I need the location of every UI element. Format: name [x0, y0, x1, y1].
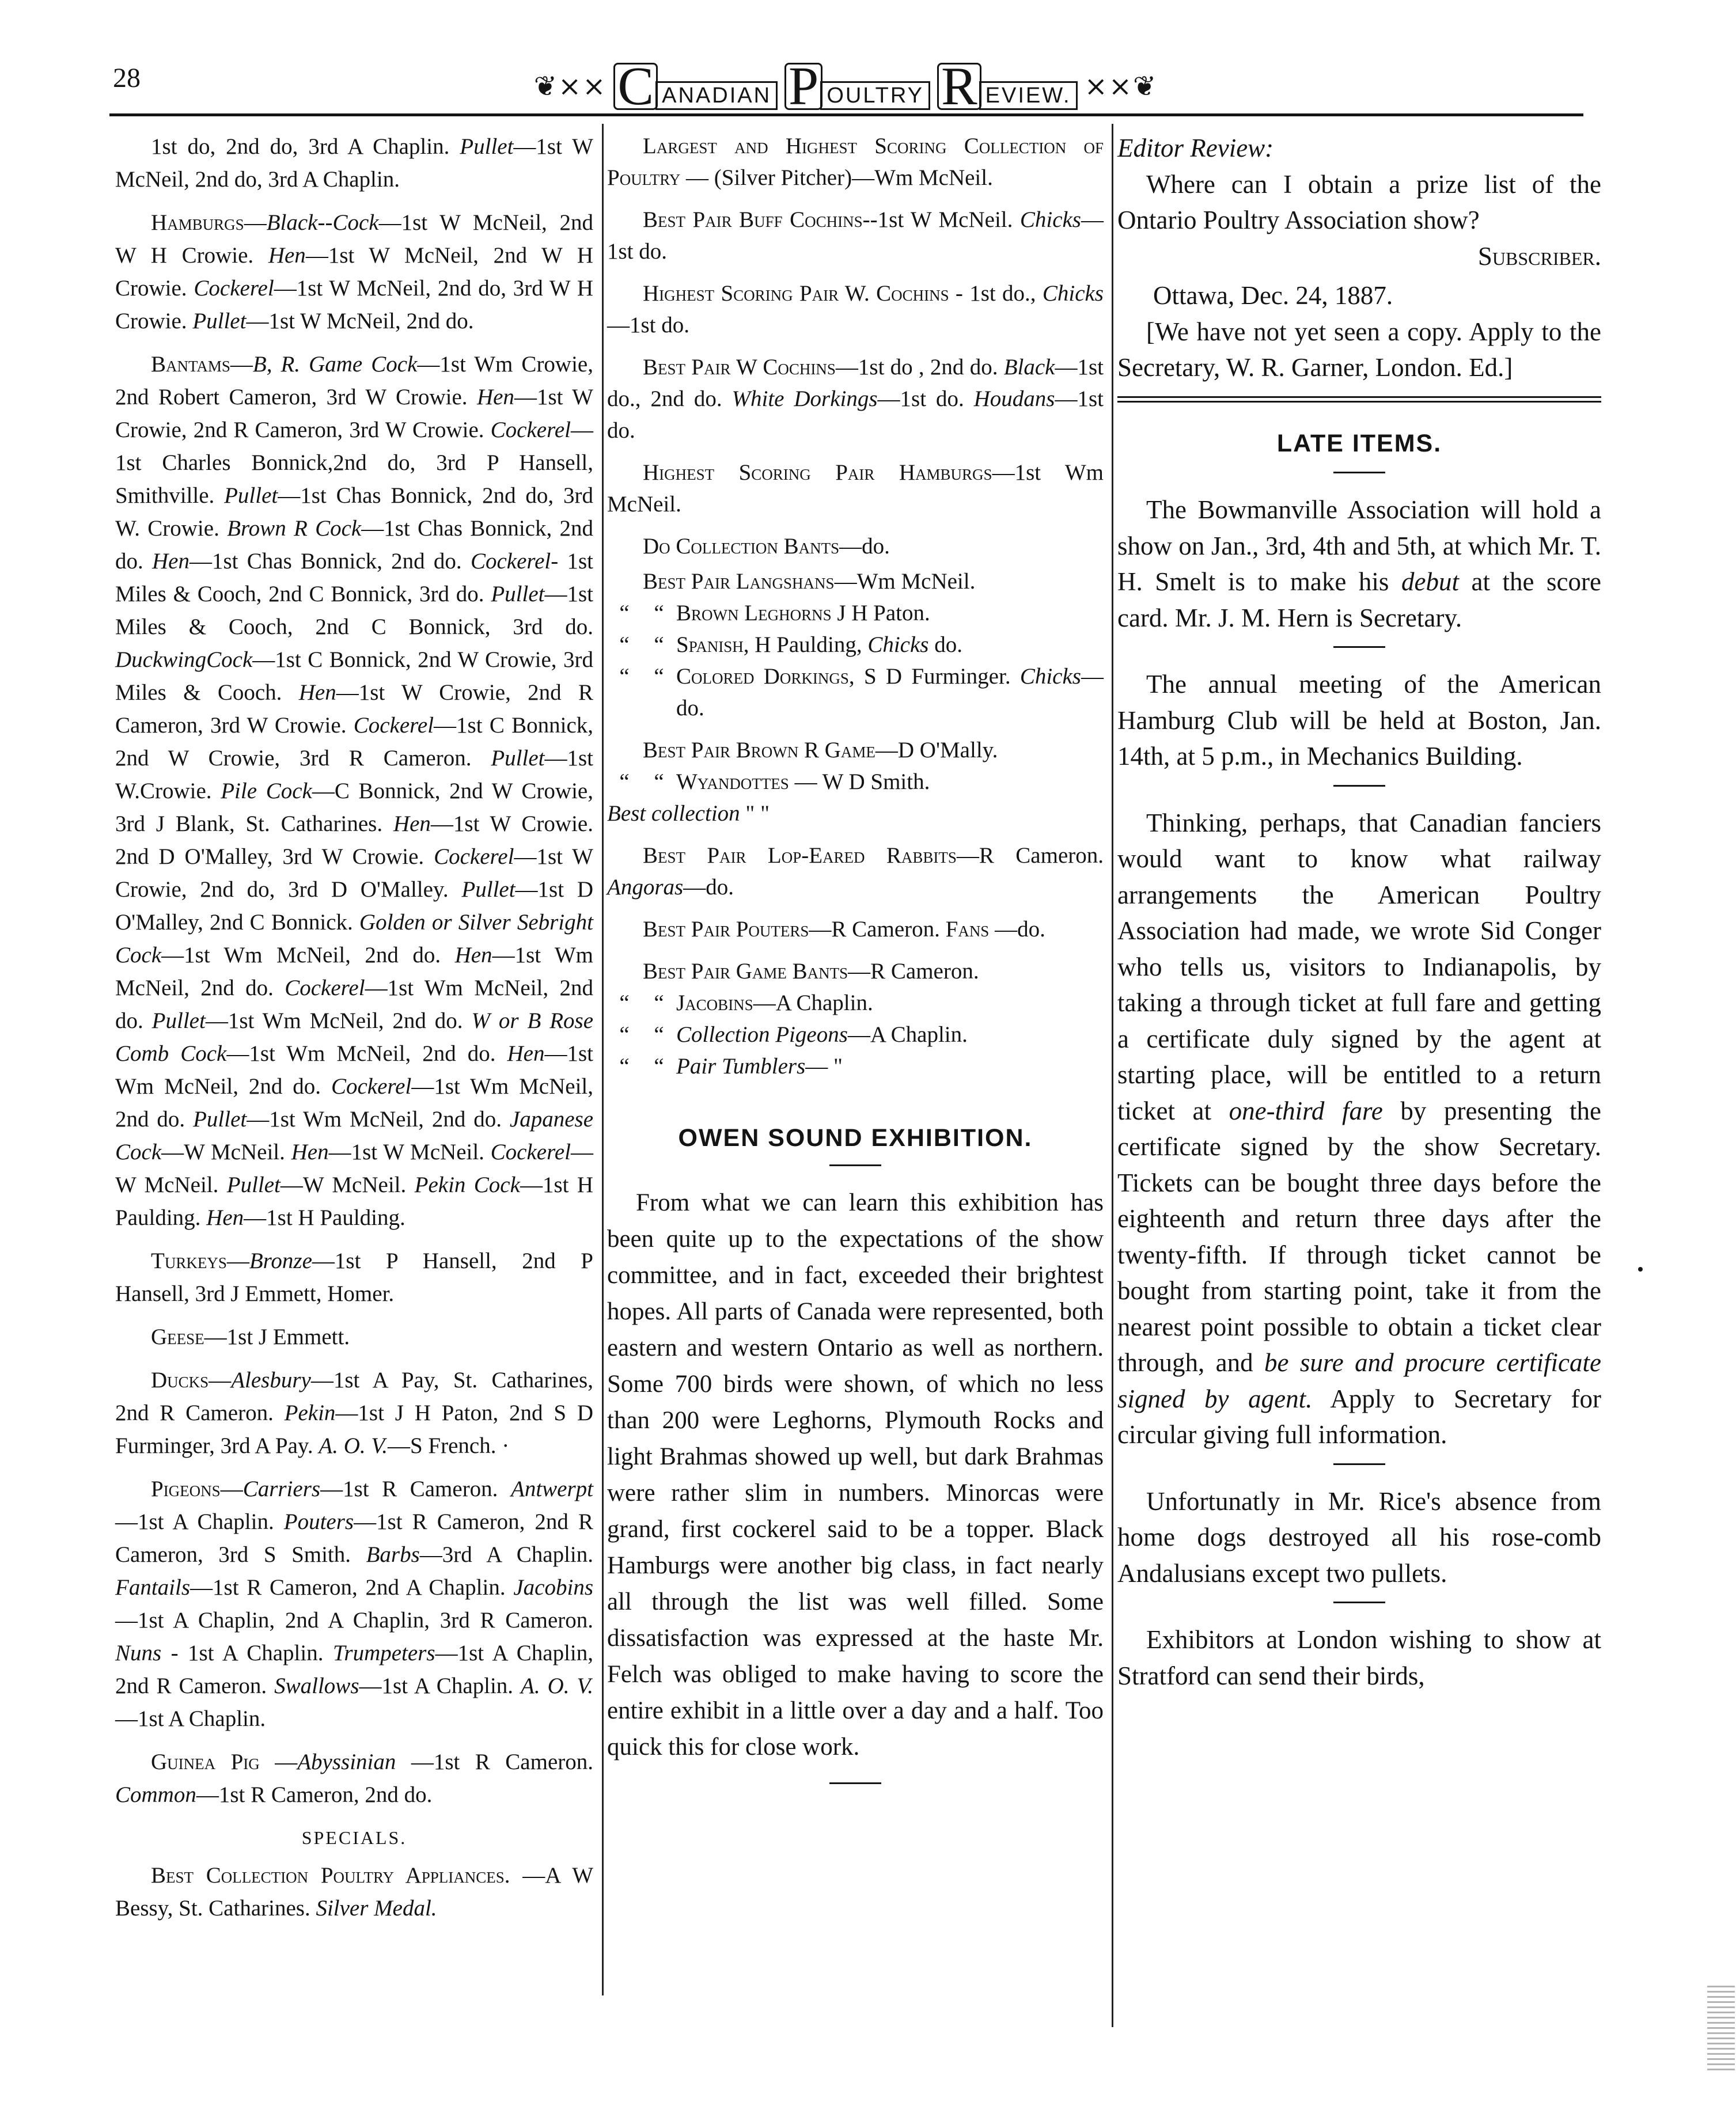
section-divider	[1333, 1463, 1385, 1465]
italic-text: Collection Pigeons	[676, 1022, 848, 1047]
italic-text: Cockerel	[470, 549, 551, 574]
text-run: - 1st do.,	[949, 281, 1043, 306]
special-paragraph	[607, 204, 1104, 267]
italic-text: Pile Cock	[221, 779, 312, 803]
ditto-row	[607, 766, 1104, 798]
italic-text: A. O. V.	[521, 1674, 593, 1698]
text-run: —S French. ·	[387, 1433, 510, 1458]
italic-text: Hen	[268, 243, 306, 268]
masthead	[533, 56, 1158, 116]
italic-text: Hen	[152, 549, 189, 574]
letter-signature: Subscriber.	[1477, 241, 1601, 271]
text-run: - 1st A Chaplin.	[161, 1641, 333, 1665]
italic-text: Cockerel	[331, 1074, 412, 1099]
text-run: —	[259, 1750, 298, 1774]
text-run: — (Silver Pitcher)—Wm McNeil.	[680, 165, 993, 190]
text-run: —1st do.	[607, 313, 690, 337]
text-run: —1st R Cameron, 2nd R Cameron, 3rd S Smith.	[115, 1509, 593, 1567]
italic-text: Chicks	[867, 632, 929, 657]
italic-text: Pair Tumblers	[676, 1054, 806, 1079]
ditto-mark: “	[654, 991, 664, 1015]
section-divider	[1333, 1602, 1385, 1603]
text-run: —1st W.Crowie.	[115, 746, 593, 803]
text-run: —1st J Emmett.	[204, 1325, 350, 1349]
editor-reply: [We have not yet seen a copy. Apply to the Secretary, W. R. Garner, London. Ed.]	[1117, 317, 1601, 382]
text-run: —1st A Pay, St. Catharines, 2nd R Cameron.	[115, 1368, 593, 1425]
ditto-mark: “	[654, 632, 664, 657]
small-caps-text: Best Pair W Cochins	[643, 355, 836, 380]
text-run: —1st Wm McNeil.	[607, 460, 1104, 517]
text-run: —1st C Bonnick, 2nd W Crowie, 3rd R Cameron.	[115, 713, 594, 771]
italic-text: Black--Cock	[266, 210, 379, 235]
text-run: —A Chaplin.	[847, 1022, 968, 1047]
ditto-row	[607, 987, 1104, 1019]
italic-text: Hen	[454, 943, 492, 967]
text-run: --1st W McNeil.	[862, 207, 1020, 232]
special-paragraph	[607, 351, 1104, 446]
small-caps-text: Fans	[945, 917, 990, 942]
ditto-mark: “	[619, 991, 630, 1015]
small-caps-text: Largest and Highest Scoring Collection of Poultry	[607, 134, 1104, 190]
ditto-row	[607, 597, 1104, 629]
italic-text: Hen	[476, 385, 514, 409]
prize-paragraph-bantams	[115, 348, 593, 1234]
text-run: —	[244, 210, 267, 235]
special-paragraph	[607, 457, 1104, 520]
prize-paragraph-turkeys	[115, 1244, 593, 1310]
text-run: —1st W McNeil, 2nd W H Crowie.	[115, 243, 593, 301]
italic-text: Pullet	[193, 1107, 247, 1132]
ditto-mark: “	[654, 1054, 664, 1079]
text-run: —1st W McNeil, 2nd do, 3rd W H Crowie.	[115, 276, 593, 333]
small-caps-text: Brown Leghorns	[676, 601, 832, 625]
late-items-heading: LATE ITEMS.	[1276, 429, 1442, 457]
text-run: —1st W McNeil, 2nd do, 3rd A Chaplin.	[115, 134, 593, 192]
italic-text: Pouters	[283, 1509, 354, 1534]
italic-text: Hen	[206, 1205, 244, 1230]
text-run: at the score card. Mr. J. M. Hern is Secretary.	[1117, 567, 1601, 632]
prize-paragraph-appliances	[115, 1859, 593, 1925]
masthead-capital: R	[937, 63, 981, 110]
text-run: —do.	[989, 917, 1045, 942]
text-run: —1st D O'Malley, 2nd C Bonnick.	[115, 877, 593, 935]
ditto-row-text	[676, 987, 1104, 1019]
prize-paragraph-pigeons	[115, 1473, 593, 1735]
text-run: —1st P Hansell, 2nd P Hansell, 3rd J Emmett, Homer.	[115, 1249, 593, 1306]
text-run: —1st A Chaplin.	[115, 1509, 284, 1534]
text-run: —1st Wm McNeil, 2nd do.	[115, 943, 593, 1000]
text-run: —1st Chas Bonnick, 2nd do.	[115, 516, 593, 574]
ditto-row	[607, 661, 1104, 724]
italic-text: White Dorkings	[731, 386, 878, 411]
text-run: —1st Wm McNeil, 2nd do.	[115, 1041, 593, 1099]
ditto-mark: “	[619, 601, 630, 625]
small-caps-text: Do Collection Bants	[643, 534, 840, 559]
text-run: —	[226, 1249, 249, 1273]
prize-paragraph-ducks	[115, 1364, 593, 1462]
text-run: —1st W Crowie, 2nd R Cameron, 3rd W Crowie.	[115, 385, 593, 442]
text-run: —Wm McNeil.	[834, 569, 976, 594]
section-divider	[1333, 785, 1385, 787]
text-run: —1st A Chaplin.	[115, 1706, 266, 1731]
text-run: —1st R Cameron, 2nd do.	[196, 1782, 433, 1807]
prize-paragraph	[115, 130, 593, 196]
ditto-mark: “	[619, 632, 630, 657]
italic-text: Jacobins	[513, 1575, 593, 1600]
text-run: Apply to Secretary for circular giving full information.	[1117, 1384, 1601, 1449]
italic-text: DuckwingCock	[115, 647, 253, 672]
italic-text: Nuns	[115, 1641, 162, 1665]
text-run: —W McNeil.	[115, 1140, 593, 1197]
right-ornament: ⨯⨯❦	[1084, 71, 1158, 102]
italic-text: Angoras	[607, 875, 684, 900]
late-item-hamburg-club	[1117, 666, 1601, 775]
text-run: —1st Wm McNeil, 2nd do.	[115, 1074, 593, 1132]
ditto-row-text	[676, 661, 1104, 724]
italic-text: Hen	[393, 811, 431, 836]
italic-text: Cockerel	[285, 976, 365, 1000]
text-run: —A W Bessy, St. Catharines.	[115, 1863, 593, 1921]
small-caps-text: Wyandottes	[676, 769, 789, 794]
text-run: —1st W McNeil, 2nd W H Crowie.	[115, 210, 593, 268]
text-run: —1st H Paulding.	[115, 1173, 593, 1230]
text-run: —1st do.	[607, 386, 1104, 443]
text-run: 1st do, 2nd do, 3rd A Chaplin.	[151, 134, 460, 159]
column-prize-list	[115, 130, 593, 1935]
text-run: —1st W McNeil, 2nd do.	[246, 309, 474, 333]
text-run: —1st H Paulding.	[244, 1205, 405, 1230]
text-run: —1st Wm McNeil, 2nd do.	[205, 1008, 472, 1033]
ditto-mark: “	[654, 664, 664, 689]
italic-text: B, R. Game Cock	[252, 352, 418, 377]
prize-paragraph-hamburgs	[115, 206, 593, 337]
text-run: do.	[928, 632, 962, 657]
small-caps-text: Highest Scoring Pair W. Cochins	[643, 281, 949, 306]
text-run: —1st W McNeil.	[328, 1140, 491, 1164]
ditto-mark: “	[619, 769, 630, 794]
text-run: - 1st Miles & Cooch, 2nd C Bonnick, 3rd do.	[115, 549, 594, 606]
italic-text: Black	[1003, 355, 1055, 380]
text-run: —R Cameron.	[848, 959, 979, 984]
italic-text: Chicks	[1019, 664, 1081, 689]
text-run: —1st Charles Bonnick,2nd do, 3rd P Hansell, Smithville.	[115, 418, 593, 508]
text-run: —C Bonnick, 2nd W Crowie, 3rd J Blank, St. Catharines.	[115, 779, 593, 836]
special-paragraph	[607, 840, 1104, 903]
text-run: —1st J H Paton, 2nd S D Furminger, 3rd A Pay.	[115, 1401, 594, 1458]
section-divider	[829, 1164, 881, 1166]
small-caps-text: Highest Scoring Pair Hamburgs	[643, 460, 992, 485]
italic-text: Pullet	[224, 483, 278, 508]
italic-text: A. O. V.	[319, 1433, 388, 1458]
prize-paragraph-guinea-pig	[115, 1746, 593, 1811]
small-caps-text: Jacobins	[676, 991, 753, 1015]
text-run: —1st do.	[877, 386, 974, 411]
small-caps-text: Bantams	[151, 352, 230, 377]
letter-salutation: Editor Review:	[1117, 134, 1274, 162]
text-run: —do.	[839, 534, 890, 559]
ditto-row-text	[676, 766, 1104, 798]
text-run: —W McNeil.	[161, 1140, 291, 1164]
special-paragraph	[607, 955, 1104, 987]
specials-heading: SPECIALS.	[301, 1827, 407, 1848]
late-item-andalusians	[1117, 1483, 1601, 1592]
text-run: The Bowmanville Association will hold a show on Jan., 3rd, 4th and 5th, at which Mr. T. H. Smelt is to make his	[1117, 495, 1601, 596]
ditto-row-text	[676, 597, 1104, 629]
text-run: —1st A Chaplin.	[359, 1674, 521, 1698]
small-caps-text: Colored Dorkings,	[676, 664, 855, 689]
column-late-items	[1114, 130, 1601, 1704]
column-specials	[599, 130, 1104, 1803]
italic-text: Silver Medal.	[316, 1896, 437, 1921]
double-rule	[1117, 396, 1601, 403]
text-run: —1st W Crowie, 2nd R Cameron, 3rd W Crowie.	[115, 680, 593, 738]
small-caps-text: Ducks	[151, 1368, 209, 1393]
italic-text: Golden or Silver Sebright Cock	[115, 910, 593, 967]
text-run: S D Furminger.	[854, 664, 1020, 689]
margin-dot	[1638, 1267, 1643, 1272]
text-run: —1st Chas Bonnick, 2nd do, 3rd W. Crowie.	[115, 483, 593, 541]
text-run: —1st do., 2nd do.	[607, 355, 1104, 411]
italic-text: Trumpeters	[332, 1641, 435, 1665]
italic-text: Bronze	[249, 1249, 312, 1273]
ditto-row-text	[676, 1019, 1104, 1050]
text-run: Exhibitors at London wishing to show at Stratford can send their birds,	[1117, 1625, 1601, 1690]
text-run: —1st R Cameron.	[320, 1477, 511, 1501]
letter-place-date: Ottawa, Dec. 24, 1887.	[1153, 281, 1393, 310]
special-paragraph	[607, 913, 1104, 945]
text-run: by presenting the certificate signed by the show Secretary. Tickets can be bought three days before the eighteenth and return three days after the twenty-fifth. If through ticket cannot be bought from starting point, take it from the nearest point possible to obtain a ticket clear through, and	[1117, 1096, 1602, 1377]
italic-text: Japanese Cock	[115, 1107, 594, 1164]
small-caps-text: Best Pair Pouters	[643, 917, 809, 942]
italic-text: Carriers	[242, 1477, 321, 1501]
ditto-mark: “	[619, 1022, 630, 1047]
special-paragraph	[607, 566, 1104, 597]
italic-text: W or B Rose Comb Cock	[115, 1008, 594, 1066]
ditto-mark: “	[654, 769, 664, 794]
ditto-mark: “	[654, 1022, 664, 1047]
small-caps-text: Best Pair Game Bants	[643, 959, 848, 984]
late-item-railway	[1117, 805, 1601, 1453]
italic-text: Pullet	[192, 309, 247, 333]
text-run: —1st A Chaplin, 2nd A Chaplin, 3rd R Cameron.	[115, 1608, 593, 1633]
italic-text: Chicks	[1019, 207, 1081, 232]
ditto-row	[607, 1019, 1104, 1050]
italic-text: debut	[1401, 567, 1459, 596]
text-run: " "	[740, 801, 770, 826]
italic-text: Hen	[291, 1140, 329, 1164]
italic-text: Hen	[507, 1041, 545, 1066]
text-run: —	[220, 1477, 243, 1501]
text-run: —1st W Crowie. 2nd D O'Malley, 3rd W Crowie.	[115, 811, 593, 869]
special-paragraph	[607, 734, 1104, 766]
text-run: —1st Wm McNeil, 2nd do.	[115, 976, 593, 1033]
text-run: —1st R Cameron.	[396, 1750, 593, 1774]
italic-text: Swallows	[274, 1674, 359, 1698]
text-run: —R Cameron.	[956, 843, 1104, 868]
text-run: —D O'Mally.	[875, 738, 998, 762]
text-run: —do.	[683, 875, 734, 900]
text-run: — W D Smith.	[789, 769, 930, 794]
small-caps-text: Best Collection Poultry Appliances.	[151, 1863, 510, 1888]
italic-text: Alesbury	[231, 1368, 311, 1393]
text-run: —A Chaplin.	[753, 991, 873, 1015]
italic-text: be sure and procure certificate signed by agent.	[1117, 1348, 1601, 1413]
header-rule	[109, 113, 1583, 116]
special-paragraph	[607, 278, 1104, 341]
section-divider	[1333, 646, 1385, 648]
italic-text: Pullet	[491, 582, 545, 606]
italic-text: Cockerel	[353, 713, 434, 738]
italic-text: Abyssinian	[297, 1750, 396, 1774]
italic-text: Cockerel	[490, 418, 571, 442]
italic-text: Hen	[298, 680, 336, 705]
owen-sound-article: From what we can learn this exhibition has been quite up to the expectations of the show committee, and in fact, exceeded their brightest hopes. All parts of Canada were represented, both eastern and western Ontario as well as northern. Some 700 birds were shown, of which no less than 200 were Leghorns, Plymouth Rocks and light Brahmas showed up well, but dark Brahmas were rather slim in numbers. Minorcas were grand, first cockerel said to be a topper. Black Hamburgs were another big class, in fact nearly all through the list was well filled. Some dissatisfaction was expressed at the haste Mr. Felch was obliged to make having to score the entire exhibit in a little over a day and a half. Too quick this for close work.	[607, 1189, 1104, 1760]
text-run: —3rd A Chaplin.	[419, 1542, 593, 1567]
italic-text: Cockerel	[490, 1140, 571, 1164]
italic-text: Pullet	[491, 746, 545, 771]
masthead-word-2	[784, 56, 930, 116]
text-run: —	[209, 1368, 232, 1393]
late-item-exhibitors	[1117, 1622, 1601, 1694]
italic-text: Pullet	[460, 134, 514, 159]
text-run: —1st Wm McNeil, 2nd do.	[226, 1041, 507, 1066]
scan-edge-noise	[1707, 1984, 1735, 2070]
small-caps-text: Best Pair Brown R Game	[643, 738, 875, 762]
italic-text: Brown R Cock	[227, 516, 362, 541]
text-run: —1st Wm McNeil, 2nd do.	[161, 943, 455, 967]
late-item-bowmanville	[1117, 492, 1601, 636]
small-caps-text: Pigeons	[151, 1477, 221, 1501]
masthead-letters: OULTRY	[820, 81, 930, 110]
text-run: —1st Wm Crowie, 2nd Robert Cameron, 3rd W Crowie.	[115, 352, 593, 409]
italic-text: Pullet	[151, 1008, 206, 1033]
ditto-mark: “	[619, 664, 630, 689]
small-caps-text: Best Pair Lop-Eared Rabbits	[643, 843, 957, 868]
text-run: —W McNeil.	[280, 1173, 415, 1197]
text-run: — "	[805, 1054, 843, 1079]
special-paragraph	[607, 530, 1104, 562]
italic-text: Best collection	[607, 801, 740, 826]
text-run: —R Cameron.	[809, 917, 946, 942]
italic-text: Pullet	[461, 877, 516, 902]
small-caps-text: Geese	[151, 1325, 204, 1349]
text-run: Unfortunatly in Mr. Rice's absence from home dogs destroyed all his rose-comb Andalusians except two pullets.	[1117, 1486, 1601, 1588]
italic-text: Common	[115, 1782, 196, 1807]
column-rule-right	[1112, 124, 1113, 2027]
small-caps-text: Best Pair Buff Cochins	[643, 207, 863, 232]
text-run: —1st W Crowie, 2nd do, 3rd D O'Malley.	[115, 844, 593, 902]
small-caps-text: Turkeys	[151, 1249, 227, 1273]
masthead-letters: EVIEW.	[979, 81, 1078, 110]
masthead-word-3	[937, 56, 1078, 116]
ditto-row	[607, 629, 1104, 661]
ditto-row-text	[676, 629, 1104, 661]
text-run: The annual meeting of the American Hamburg Club will be held at Boston, Jan. 14th, at 5 p.m., in Mechanics Building.	[1117, 670, 1601, 771]
small-caps-text: Guinea Pig	[151, 1750, 260, 1774]
small-caps-text: Best Pair Langshans	[643, 569, 835, 594]
text-run: H Paulding,	[749, 632, 868, 657]
special-paragraph	[607, 130, 1104, 193]
text-run: —1st Chas Bonnick, 2nd do.	[189, 549, 471, 574]
small-caps-text: Spanish,	[676, 632, 749, 657]
text-run: —1st Miles & Cooch, 2nd C Bonnick, 3rd do.	[115, 582, 593, 639]
section-divider	[1333, 472, 1385, 473]
italic-text: Houdans	[973, 386, 1055, 411]
prize-paragraph-geese	[115, 1321, 593, 1353]
text-run: —1st R Cameron, 2nd A Chaplin.	[190, 1575, 514, 1600]
italic-text: Barbs	[366, 1542, 420, 1567]
italic-text: Cockerel	[194, 276, 274, 301]
section-divider	[829, 1782, 881, 1784]
masthead-letters: ANADIAN	[655, 81, 778, 110]
text-run: —1st do.	[607, 207, 1104, 264]
text-run: —do.	[676, 664, 1104, 720]
ditto-mark: “	[619, 1054, 630, 1079]
special-paragraph	[607, 798, 1104, 829]
text-run: —1st A Chaplin, 2nd R Cameron.	[115, 1641, 593, 1698]
text-run: —	[230, 352, 253, 377]
letter-body: Where can I obtain a prize list of the Ontario Poultry Association show?	[1117, 169, 1601, 234]
ditto-row	[607, 1050, 1104, 1082]
italic-text: Pekin	[284, 1401, 336, 1425]
italic-text: one-third fare	[1229, 1096, 1383, 1125]
ditto-mark: “	[654, 601, 664, 625]
italic-text: Fantails	[115, 1575, 191, 1600]
owen-sound-heading: OWEN SOUND EXHIBITION.	[678, 1124, 1033, 1152]
italic-text: Cockerel	[434, 844, 514, 869]
masthead-capital: C	[613, 63, 658, 110]
italic-text: Pekin Cock	[414, 1173, 520, 1197]
ditto-row-text	[676, 1050, 1104, 1082]
text-run: —1st do , 2nd do.	[835, 355, 1004, 380]
text-run: —1st Wm McNeil, 2nd do.	[247, 1107, 510, 1132]
italic-text: Pullet	[226, 1173, 281, 1197]
left-ornament: ❦⨯⨯	[533, 71, 607, 102]
masthead-capital: P	[784, 63, 822, 110]
page-number: 28	[113, 63, 141, 93]
masthead-word-1	[613, 56, 778, 116]
text-run: J H Paton.	[831, 601, 930, 625]
text-run: —1st C Bonnick, 2nd W Crowie, 3rd Miles & Cooch.	[115, 647, 593, 705]
small-caps-text: Hamburgs	[151, 210, 244, 235]
italic-text: Antwerpt	[511, 1477, 593, 1501]
text-run: Thinking, perhaps, that Canadian fanciers would want to know what railway arrangements the American Poultry Association had made, we wrote Sid Conger who tells us, visitors to Indianapolis, by taking a through ticket at full fare and getting a certificate duly signed by the agent at starting place, will be entitled to a return ticket at	[1117, 808, 1601, 1125]
italic-text: Chicks	[1042, 281, 1104, 306]
